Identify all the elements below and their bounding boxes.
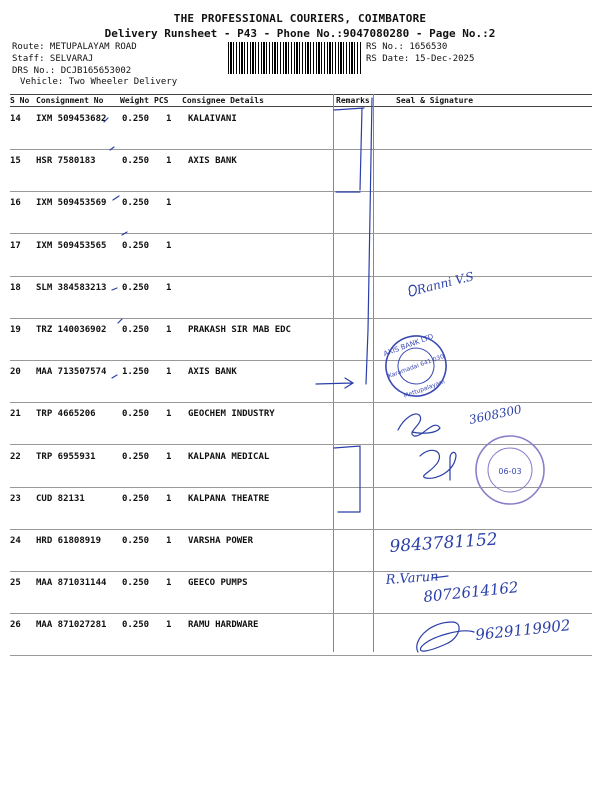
table-row bbox=[8, 530, 592, 572]
table-row bbox=[8, 235, 592, 277]
row-consignee: KALPANA THEATRE bbox=[188, 493, 270, 504]
row-sno: 19 bbox=[10, 325, 21, 335]
row24-handwriting: 9843781152 bbox=[388, 529, 499, 557]
table-row bbox=[8, 277, 592, 319]
row-weight: 1.250 bbox=[122, 367, 150, 378]
table-row bbox=[8, 150, 592, 192]
table-row bbox=[8, 192, 592, 234]
row-weight: 0.250 bbox=[122, 156, 150, 167]
row-pcs: 1 bbox=[166, 198, 172, 209]
row-sno: 20 bbox=[10, 367, 21, 378]
row-consignee: AXIS BANK bbox=[188, 367, 237, 378]
row25-name: R.Varun bbox=[385, 569, 439, 588]
row26-handwriting: 9629119902 bbox=[474, 616, 572, 644]
barcode bbox=[228, 42, 362, 74]
row-pcs: 1 bbox=[166, 282, 172, 293]
row-pcs: 1 bbox=[166, 536, 172, 546]
axis-stamp-name: AXIS BANK LTD bbox=[382, 332, 435, 359]
row-sno: 16 bbox=[10, 198, 21, 209]
round-stamp-date: 06-03 bbox=[498, 467, 522, 476]
row-consignee: GEOCHEM INDUSTRY bbox=[188, 409, 275, 420]
row-pcs: 1 bbox=[166, 325, 172, 335]
rs-date: RS Date: 15-Dec-2025 bbox=[366, 54, 475, 64]
row-consignment: TRP 6955931 bbox=[36, 451, 96, 462]
row-consignment: MAA 871027281 bbox=[36, 620, 107, 631]
row-consignment: HRD 61808919 bbox=[36, 536, 102, 546]
table-row bbox=[8, 319, 592, 361]
row-consignment: TRP 4665206 bbox=[36, 409, 96, 420]
row-weight: 0.250 bbox=[122, 620, 150, 631]
header-top-rule bbox=[10, 94, 592, 95]
row18-handwriting: Ranni V.S bbox=[415, 269, 476, 297]
row-pcs: 1 bbox=[166, 409, 172, 420]
row-consignment: IXM 509453682 bbox=[36, 114, 107, 124]
table-row bbox=[8, 403, 592, 445]
row-weight: 0.250 bbox=[122, 493, 150, 504]
vehicle-label: Vehicle: Two Wheeler Delivery bbox=[20, 77, 178, 87]
row-weight: 0.250 bbox=[122, 198, 150, 209]
row-weight: 0.250 bbox=[122, 325, 150, 335]
row-consignment: HSR 7580183 bbox=[36, 156, 96, 167]
col-consignment: Consignment No bbox=[36, 96, 104, 105]
table-row bbox=[8, 572, 592, 614]
row-consignment: MAA 871031144 bbox=[36, 578, 107, 589]
row-weight: 0.250 bbox=[122, 578, 150, 589]
row-pcs: 1 bbox=[166, 620, 172, 631]
row-consignee: VARSHA POWER bbox=[188, 536, 254, 546]
drs-label: DRS No.: DCJB165653002 bbox=[12, 66, 132, 76]
row-pcs: 1 bbox=[166, 493, 172, 504]
row-sno: 15 bbox=[10, 156, 21, 167]
row-sno: 14 bbox=[10, 114, 21, 124]
row-pcs: 1 bbox=[166, 451, 172, 462]
table-row bbox=[8, 108, 592, 150]
row-consignment: TRZ 140036902 bbox=[36, 325, 107, 335]
col-seal: Seal & Signature bbox=[396, 96, 474, 105]
document-subtitle: Delivery Runsheet - P43 - Phone No.:9047080280 - Page No.:2 bbox=[104, 27, 496, 40]
row-divider bbox=[10, 655, 592, 656]
row-consignee: KALPANA MEDICAL bbox=[188, 451, 270, 462]
row-consignment: IXM 509453569 bbox=[36, 198, 107, 209]
row-pcs: 1 bbox=[166, 240, 172, 251]
row-pcs: 1 bbox=[166, 578, 172, 589]
table-row bbox=[8, 446, 592, 488]
axis-stamp-branch: Karamadai 641 030 bbox=[387, 353, 446, 380]
row-sno: 25 bbox=[10, 578, 21, 589]
route-label: Route: METUPALAYAM ROAD bbox=[12, 42, 137, 52]
row-sno: 22 bbox=[10, 451, 21, 462]
axis-stamp-sub: Mettupalayam bbox=[402, 378, 446, 400]
row-weight: 0.250 bbox=[122, 240, 150, 251]
row-consignee: RAMU HARDWARE bbox=[188, 620, 259, 631]
row21-handwriting: 3608300 bbox=[467, 402, 523, 427]
row-consignment: CUD 82131 bbox=[36, 493, 85, 504]
row-weight: 0.250 bbox=[122, 282, 150, 293]
col-sno: S No bbox=[10, 96, 30, 105]
table-row bbox=[8, 488, 592, 530]
row-sno: 17 bbox=[10, 240, 21, 251]
row-consignee: PRAKASH SIR MAB EDC bbox=[188, 325, 291, 335]
row-pcs: 1 bbox=[166, 114, 172, 124]
col-consignee: Consignee Details bbox=[182, 96, 264, 105]
col-remarks: Remarks bbox=[336, 96, 370, 105]
col-pcs: PCS bbox=[154, 96, 169, 105]
row-pcs: 1 bbox=[166, 367, 172, 378]
runsheet-document bbox=[8, 8, 592, 792]
row-sno: 24 bbox=[10, 536, 21, 546]
row-weight: 0.250 bbox=[122, 451, 150, 462]
row-consignment: SLM 384583213 bbox=[36, 282, 107, 293]
row-weight: 0.250 bbox=[122, 409, 150, 420]
document-title: THE PROFESSIONAL COURIERS, COIMBATORE bbox=[173, 12, 427, 25]
row-weight: 0.250 bbox=[122, 536, 150, 546]
staff-label: Staff: SELVARAJ bbox=[12, 54, 94, 64]
row-pcs: 1 bbox=[166, 156, 172, 167]
row-weight: 0.250 bbox=[122, 114, 150, 124]
row25-phone: 8072614162 bbox=[422, 578, 520, 606]
row-consignment: MAA 713507574 bbox=[36, 367, 107, 378]
row-sno: 26 bbox=[10, 620, 21, 631]
row-consignee: KALAIVANI bbox=[188, 114, 237, 124]
row-sno: 18 bbox=[10, 282, 21, 293]
rs-number: RS No.: 1656530 bbox=[366, 42, 448, 52]
table-row bbox=[8, 614, 592, 656]
header-bottom-rule bbox=[10, 106, 592, 107]
table-row bbox=[8, 361, 592, 403]
row-sno: 21 bbox=[10, 409, 21, 420]
row-sno: 23 bbox=[10, 493, 21, 504]
row-consignee: GEECO PUMPS bbox=[188, 578, 248, 589]
col-weight: Weight bbox=[120, 96, 149, 105]
row-consignee: AXIS BANK bbox=[188, 156, 237, 167]
row-consignment: IXM 509453565 bbox=[36, 240, 107, 251]
